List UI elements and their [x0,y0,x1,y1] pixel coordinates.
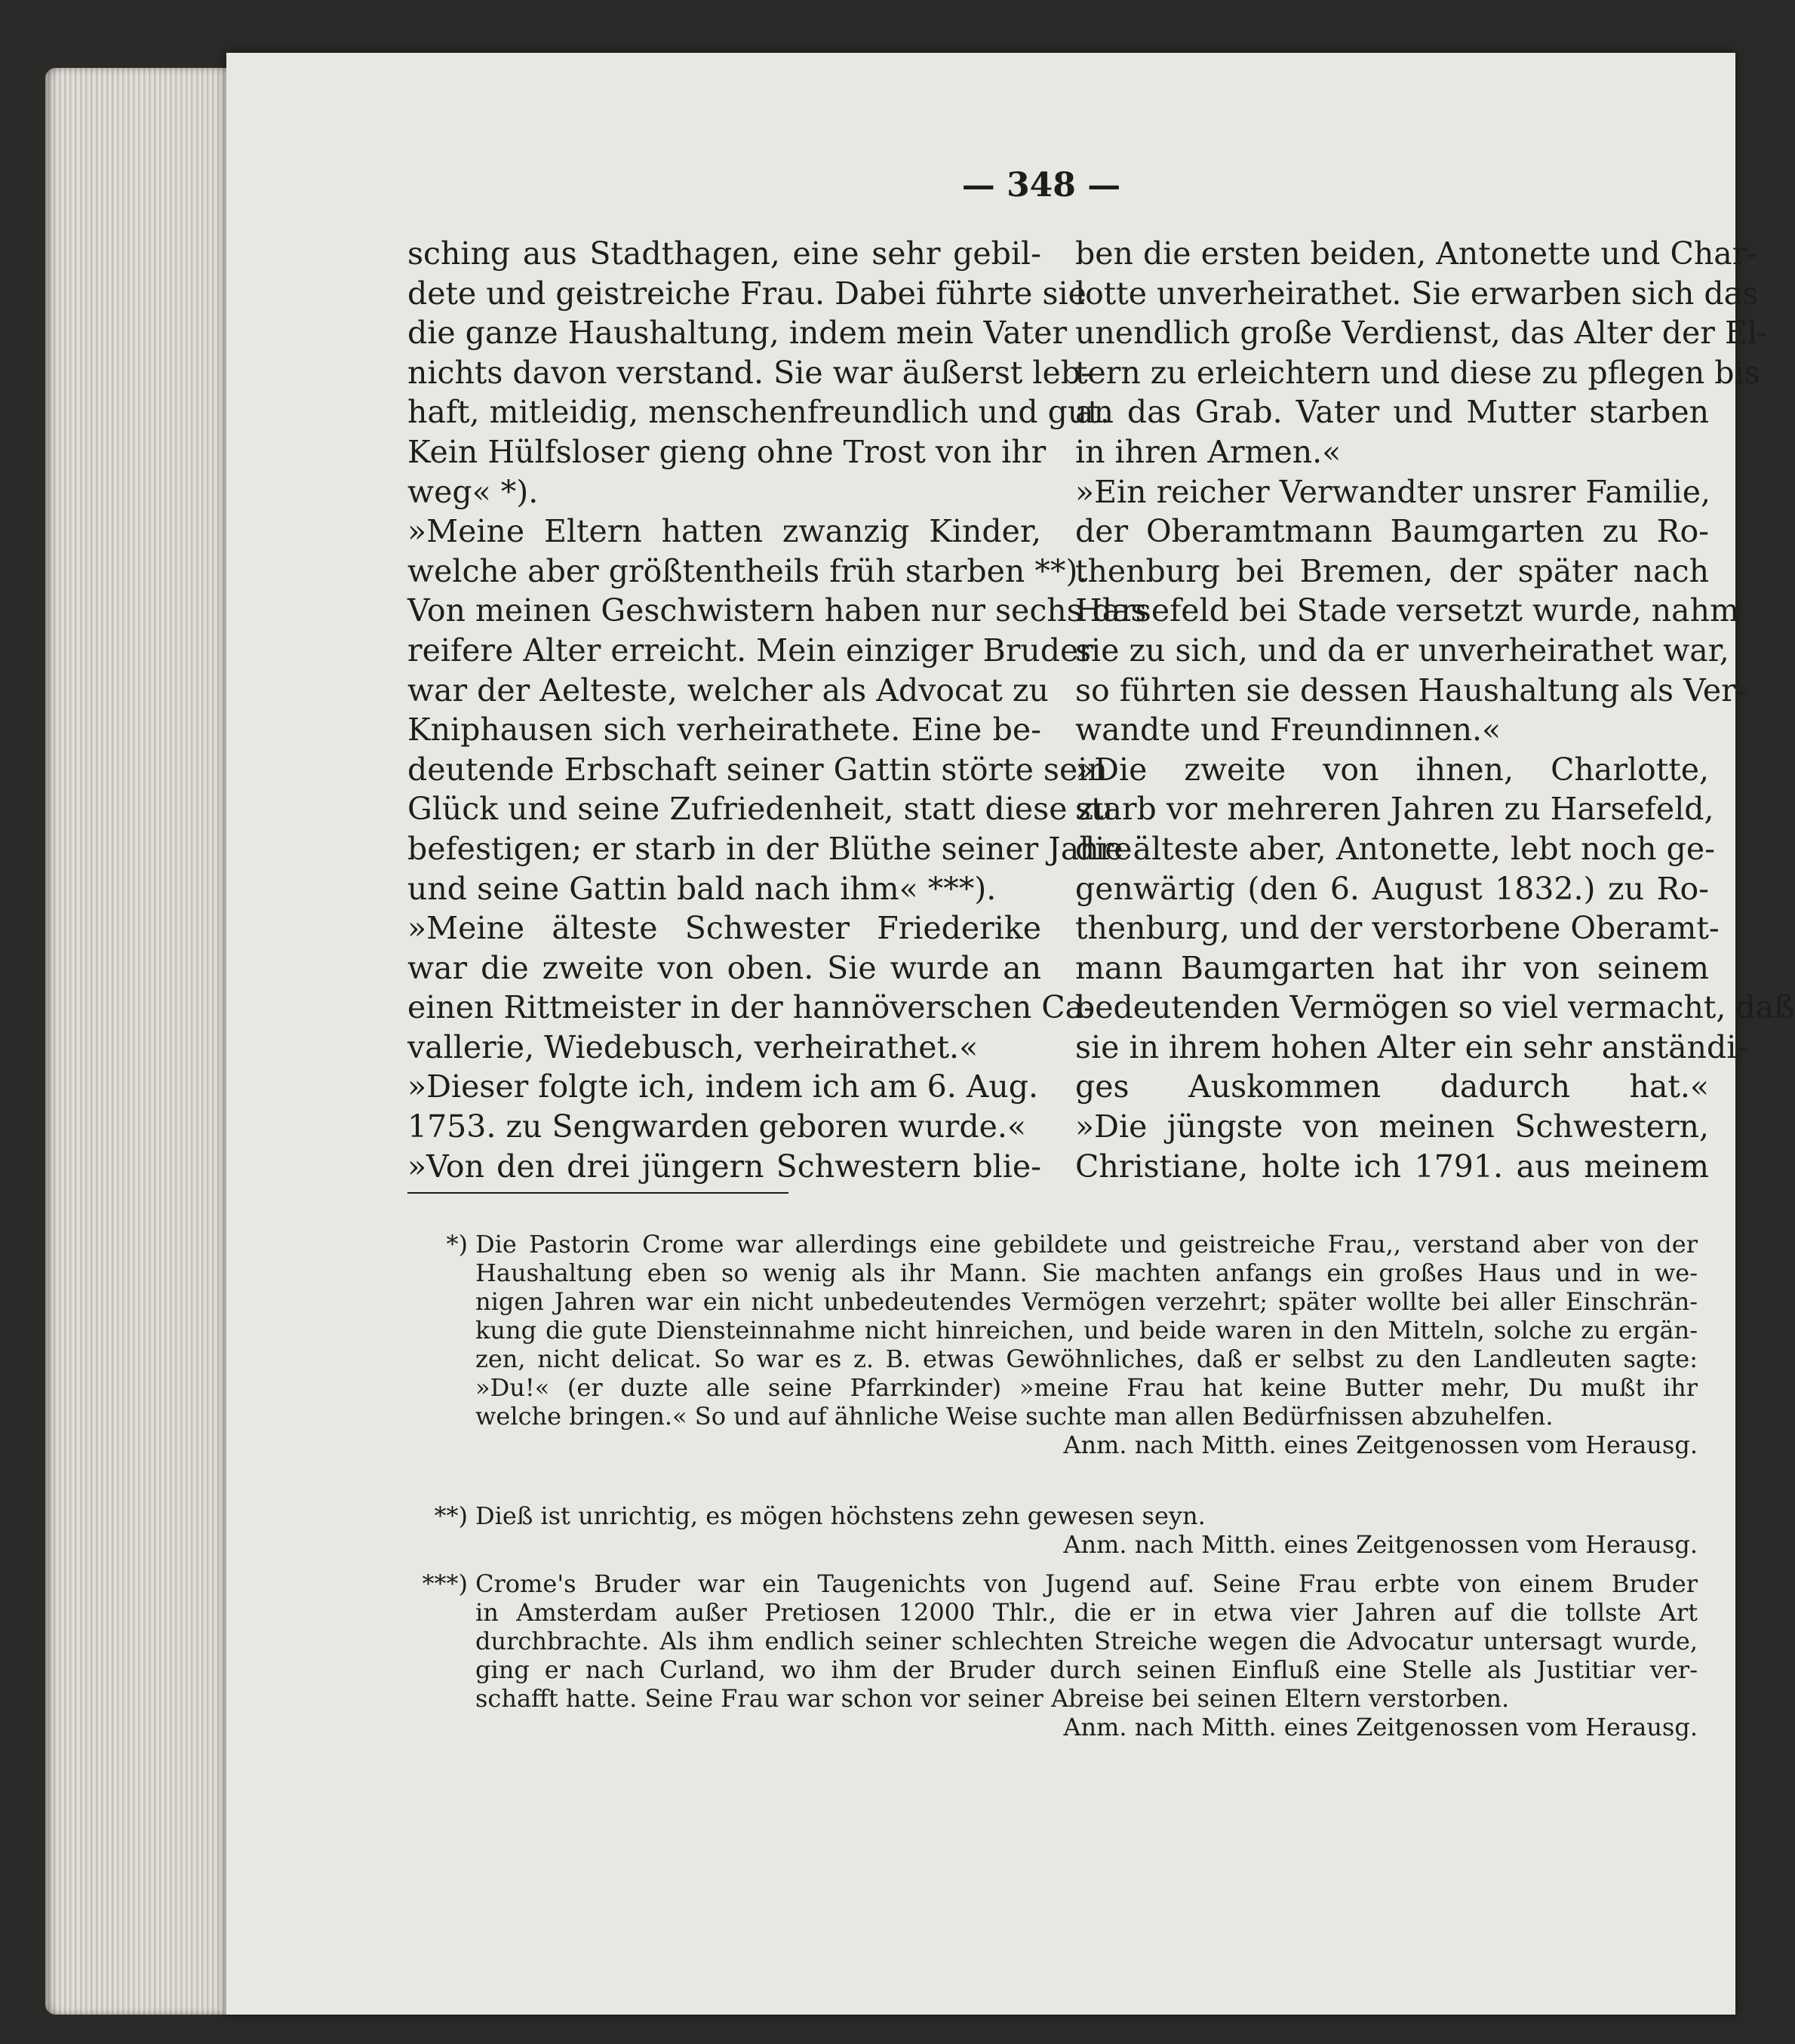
text-line: tern zu erleichtern und diese zu pflegen bis [1075,354,1760,391]
text-line: der Oberamtmann Baumgarten zu Ro- [1075,513,1709,550]
text-line: 1753. zu Sengwarden geboren wurde.« [407,1108,1026,1145]
text-line: die älteste aber, Antonette, lebt noch ge- [1075,830,1715,867]
text-line: an das Grab. Vater und Mutter starben [1075,394,1709,431]
footnote-line: schafft hatte. Seine Frau war schon vor seiner Abreise bei seinen Eltern verstorben. [475,1684,1510,1713]
text-line: ges Auskommen dadurch hat.« [1075,1068,1709,1105]
text-line: sie in ihrem hohen Alter ein sehr anständi- [1075,1028,1747,1065]
footnote [475,1230,1698,1459]
text-line: mann Baumgarten hat ihr von seinem [1075,949,1709,986]
text-line: dete und geistreiche Frau. Dabei führte sie [407,275,1087,312]
footnote-line: Die Pastorin Crome war allerdings eine gebildete und geistreiche Frau,, verstand aber von der [475,1230,1698,1259]
text-line: »Ein reicher Verwandter unsrer Familie, [1075,473,1711,510]
footnote-attribution: Anm. nach Mitth. eines Zeitgenossen vom Herausg. [1063,1530,1698,1559]
text-line: sching aus Stadthagen, eine sehr gebil- [407,235,1041,272]
text-line: Kein Hülfsloser gieng ohne Trost von ihr [407,433,1047,470]
text-line: nichts davon verstand. Sie war äußerst leb- [407,354,1091,391]
page-number: — 348 — [961,166,1121,204]
text-line: die ganze Haushaltung, indem mein Vater [407,315,1068,352]
text-line: »Meine älteste Schwester Friederike [407,910,1041,947]
text-line: starb vor mehreren Jahren zu Harsefeld, [1075,791,1714,828]
text-line: »Meine Eltern hatten zwanzig Kinder, [407,513,1041,550]
text-line: »Die zweite von ihnen, Charlotte, [1075,751,1709,788]
footnote-line: Haushaltung eben so wenig als ihr Mann. Sie machten anfangs ein großes Haus und in we- [475,1259,1698,1287]
text-line: war die zweite von oben. Sie wurde an [407,949,1041,986]
footnote-separator [407,1192,788,1194]
footnote-line: welche bringen.« So und auf ähnliche Weise suchte man allen Bedürfnissen abzuhelfen. [475,1402,1554,1431]
text-line: welche aber größtentheils früh starben **). [407,552,1088,589]
footnote-mark: *) [446,1230,468,1259]
footnote [475,1501,1698,1559]
footnote-line: kung die gute Diensteinnahme nicht hinreichen, und beide waren in den Mitteln, solche zu ergän- [475,1316,1698,1345]
text-line: Christiane, holte ich 1791. aus meinem [1075,1148,1709,1185]
text-line: vallerie, Wiedebusch, verheirathet.« [407,1028,979,1065]
footnote-line: Crome's Bruder war ein Taugenichts von Jugend auf. Seine Frau erbte von einem Bruder [475,1569,1698,1598]
text-line: so führten sie dessen Haushaltung als Ver- [1075,672,1747,708]
text-line: war der Aelteste, welcher als Advocat zu [407,672,1049,708]
text-line: befestigen; er starb in der Blüthe seiner Jahre [407,830,1133,867]
text-line: genwärtig (den 6. August 1832.) zu Ro- [1075,870,1709,907]
left-text-column [407,234,1147,1185]
text-line: »Von den drei jüngern Schwestern blie- [407,1148,1041,1185]
text-line: reifere Alter erreicht. Mein einziger Bruder [407,632,1093,669]
text-line: thenburg bei Bremen, der später nach [1075,552,1709,589]
text-line: lotte unverheirathet. Sie erwarben sich das [1075,275,1759,312]
text-line: »Die jüngste von meinen Schwestern, [1075,1108,1709,1145]
text-line: und seine Gattin bald nach ihm« ***). [407,870,997,907]
book-page-edges [45,68,234,2015]
footnote-attribution: Anm. nach Mitth. eines Zeitgenossen vom Herausg. [1063,1713,1698,1741]
text-line: haft, mitleidig, menschenfreundlich und gut. [407,394,1110,431]
text-line: Von meinen Geschwistern haben nur sechs das [407,592,1147,629]
footnote-line: in Amsterdam außer Pretiosen 12000 Thlr., die er in etwa vier Jahren auf die tollste Art [475,1598,1698,1627]
footnote-mark: ***) [422,1569,468,1598]
text-line: Glück und seine Zufriedenheit, statt diese zu [407,791,1114,828]
text-line: einen Rittmeister in der hannöverschen Ca- [407,989,1094,1026]
text-line: unendlich große Verdienst, das Alter der El- [1075,315,1768,352]
text-line: bedeutenden Vermögen so viel vermacht, daß [1075,989,1795,1026]
text-line: sie zu sich, und da er unverheirathet war, [1075,632,1729,669]
footnote-line: ging er nach Curland, wo ihm der Bruder durch seinen Einfluß eine Stelle als Justitiar ver- [475,1655,1698,1684]
footnote-line: durchbrachte. Als ihm endlich seiner schlechten Streiche wegen die Advocatur untersagt wurde, [475,1627,1698,1655]
footnote [475,1569,1698,1741]
footnote-line: zen, nicht delicat. So war es z. B. etwas Gewöhnliches, daß er selbst zu den Landleuten sagte: [475,1345,1698,1373]
text-line: Kniphausen sich verheirathete. Eine be- [407,712,1041,748]
text-line: Harsefeld bei Stade versetzt wurde, nahm [1075,592,1739,629]
text-line: in ihren Armen.« [1075,433,1342,470]
footnote-mark: **) [434,1501,468,1530]
footnote-line: »Du!« (er duzte alle seine Pfarrkinder) »meine Frau hat keine Butter mehr, Du mußt ihr [475,1373,1698,1402]
footnote-line: Dieß ist unrichtig, es mögen höchstens zehn gewesen seyn. [475,1501,1206,1530]
text-line: deutende Erbschaft seiner Gattin störte sein [407,751,1108,788]
text-line: thenburg, und der verstorbene Oberamt- [1075,910,1720,947]
right-text-column [1075,234,1795,1185]
footnote-attribution: Anm. nach Mitth. eines Zeitgenossen vom Herausg. [1063,1431,1698,1459]
footnote-line: nigen Jahren war ein nicht unbedeutendes Vermögen verzehrt; später wollte bei aller Einschrän- [475,1287,1698,1316]
text-line: weg« *). [407,473,539,510]
text-line: wandte und Freundinnen.« [1075,712,1501,748]
text-line: »Dieser folgte ich, indem ich am 6. Aug. [407,1068,1039,1105]
text-line: ben die ersten beiden, Antonette und Char- [1075,235,1758,272]
